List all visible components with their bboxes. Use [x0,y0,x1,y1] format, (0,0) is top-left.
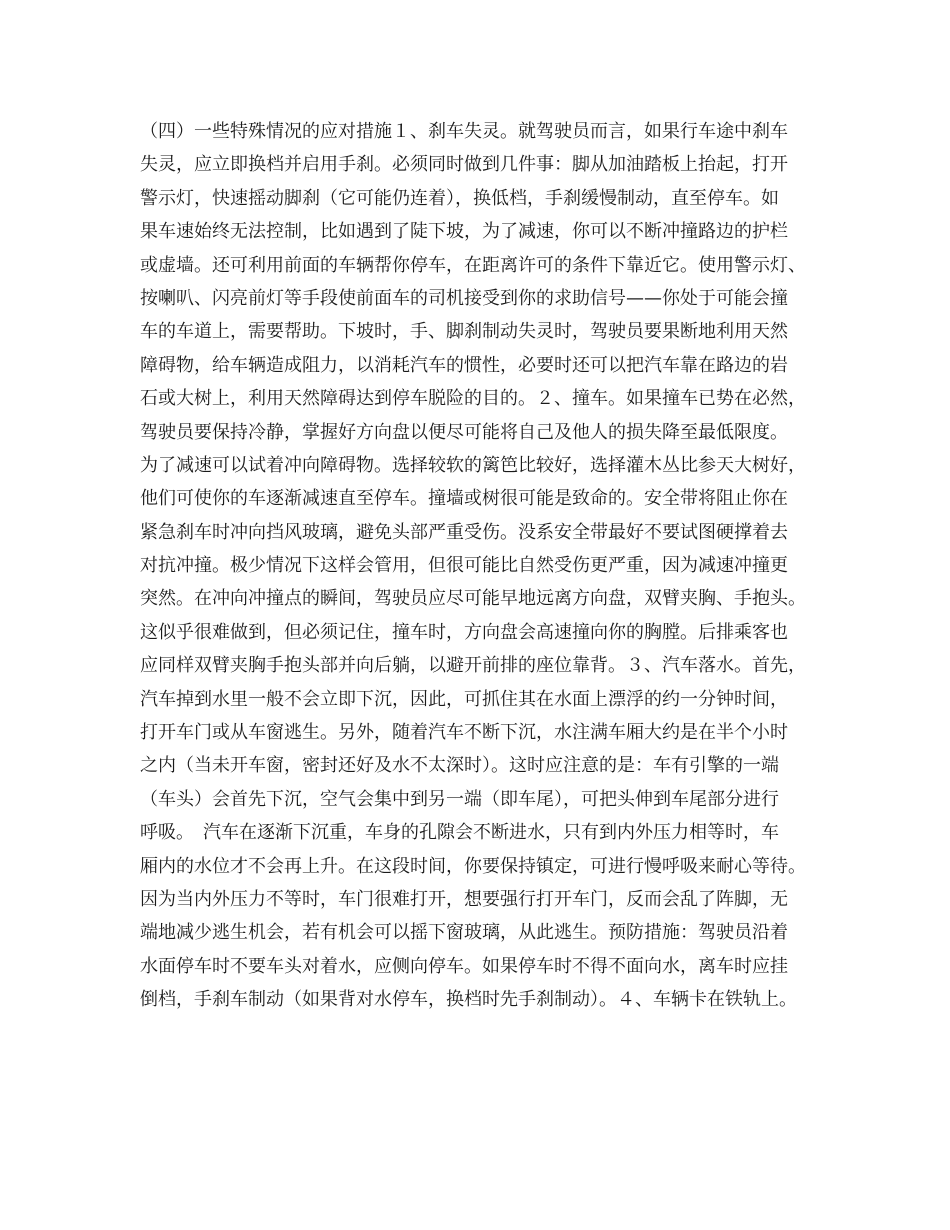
text-line: 因为当内外压力不等时，车门很难打开，想要强行打开车门，反而会乱了阵脚，无 [140,888,788,910]
text-line: 之内（当未开车窗，密封还好及水不太深时）。这时应注意的是：车有引擎的一端 [140,755,779,777]
text-line: 障碍物，给车辆造成阻力，以消耗汽车的惯性，必要时还可以把汽车靠在路边的岩 [140,354,788,376]
text-line: 汽车掉到水里一般不会立即下沉，因此，可抓住其在水面上漂浮的约一分钟时间， [140,688,788,710]
text-line: 对抗冲撞。极少情况下这样会管用，但很可能比自然受伤更严重，因为减速冲撞更 [140,555,788,577]
text-line: （车头）会首先下沉，空气会集中到另一端（即车尾），可把头伸到车尾部分进行 [140,788,779,810]
body-text [140,115,840,1017]
text-line: 驾驶员要保持冷静，掌握好方向盘以便尽可能将自己及他人的损失降至最低限度。 [140,421,788,443]
text-line: （四）一些特殊情况的应对措施１、刹车失灵。就驾驶员而言，如果行车途中刹车 [140,121,788,142]
text-line: 倒档，手刹车制动（如果背对水停车，换档时先手刹制动）。４、车辆卡在铁轨上。 [140,989,797,1011]
text-line: 厢内的水位才不会再上升。在这段时间，你要保持镇定，可进行慢呼吸来耐心等待。 [140,855,806,877]
text-line: 他们可使你的车逐渐减速直至停车。撞墙或树很可能是致命的。安全带将阻止你在 [140,488,788,510]
text-line: 车的车道上，需要帮助。下坡时，手、脚刹制动失灵时，驾驶员要果断地利用天然 [140,321,788,343]
text-line: 或虚墙。还可利用前面的车辆帮你停车，在距离许可的条件下靠近它。使用警示灯、 [140,254,806,276]
text-line: 打开车门或从车窗逃生。另外，随着汽车不断下沉，水注满车厢大约是在半个小时 [140,722,788,744]
text-line: 水面停车时不要车头对着水，应侧向停车。如果停车时不得不面向水，离车时应挂 [140,955,788,977]
text-line: 为了减速可以试着冲向障碍物。选择较软的篱笆比较好，选择灌木丛比参天大树好， [140,454,806,476]
text-line: 突然。在冲向冲撞点的瞬间，驾驶员应尽可能早地远离方向盘，双臂夹胸、手抱头。 [140,588,806,610]
text-line: 警示灯，快速摇动脚刹（它可能仍连着），换低档，手刹缓慢制动，直至停车。如 [140,187,779,209]
text-line: 石或大树上，利用天然障碍达到停车脱险的目的。２、撞车。如果撞车已势在必然， [140,388,806,410]
text-line: 呼吸。 汽车在逐渐下沉重，车身的孔隙会不断进水，只有到内外压力相等时，车 [140,822,779,844]
text-line: 这似乎很难做到，但必须记住，撞车时，方向盘会高速撞向你的胸膛。后排乘客也 [140,621,788,643]
text-line: 失灵，应立即换档并启用手刹。必须同时做到几件事：脚从加油踏板上抬起，打开 [140,154,788,176]
text-line: 果车速始终无法控制，比如遇到了陡下坡，为了减速，你可以不断冲撞路边的护栏 [140,221,788,243]
text-line: 端地减少逃生机会，若有机会可以摇下窗玻璃，从此逃生。预防措施：驾驶员沿着 [140,922,788,944]
text-line: 按喇叭、闪亮前灯等手段使前面车的司机接受到你的求助信号——你处于可能会撞 [140,287,788,309]
text-line: 应同样双臂夹胸手抱头部并向后躺，以避开前排的座位靠背。３、汽车落水。首先， [140,655,806,677]
text-line: 紧急刹车时冲向挡风玻璃，避免头部严重受伤。没系安全带最好不要试图硬撑着去 [140,521,788,543]
